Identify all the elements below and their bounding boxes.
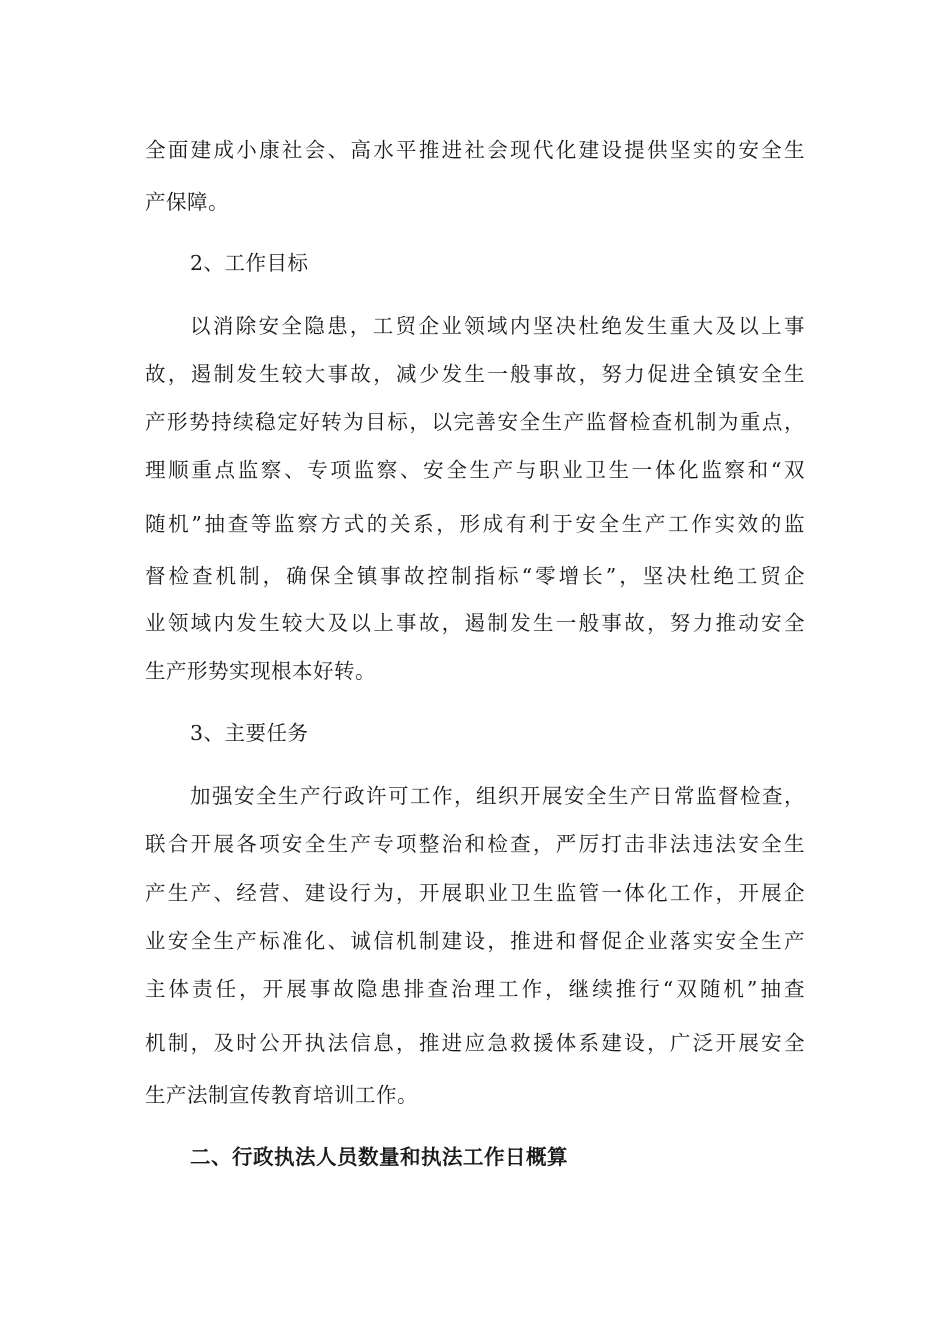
paragraph-line: 以消除安全隐患，工贸企业领域内坚决杜绝发生重大及以上事 — [190, 314, 805, 338]
paragraph-line: 主体责任，开展事故隐患排查治理工作，继续推行“双随机”抽查 — [145, 977, 805, 1001]
paragraph-line: 全面建成小康社会、高水平推进社会现代化建设提供坚实的安全生 — [145, 138, 805, 162]
paragraph-line: 随机”抽查等监察方式的关系，形成有利于安全生产工作实效的监 — [145, 512, 805, 536]
paragraph-line: 联合开展各项安全生产专项整治和检查，严厉打击非法违法安全生 — [145, 832, 805, 856]
paragraph-line: 机制，及时公开执法信息，推进应急救援体系建设，广泛开展安全 — [145, 1031, 805, 1055]
paragraph-line: 故，遏制发生较大事故，减少发生一般事故，努力促进全镇安全生 — [145, 362, 805, 386]
subheading-work-goals: 2、工作目标 — [190, 251, 309, 275]
paragraph-line: 生产形势实现根本好转。 — [145, 659, 376, 683]
paragraph-line: 产形势持续稳定好转为目标，以完善安全生产监督检查机制为重点， — [145, 410, 805, 434]
paragraph-line: 产保障。 — [145, 190, 229, 214]
paragraph-line: 理顺重点监察、专项监察、安全生产与职业卫生一体化监察和“双 — [145, 458, 805, 482]
paragraph-line: 产生产、经营、建设行为，开展职业卫生监管一体化工作，开展企 — [145, 881, 805, 905]
paragraph-line: 业安全生产标准化、诚信机制建设，推进和督促企业落实安全生产 — [145, 929, 805, 953]
paragraph-line: 生产法制宣传教育培训工作。 — [145, 1083, 418, 1107]
paragraph-line: 业领域内发生较大及以上事故，遏制发生一般事故，努力推动安全 — [145, 611, 805, 635]
paragraph-line: 加强安全生产行政许可工作，组织开展安全生产日常监督检查， — [190, 784, 805, 808]
section-heading: 二、行政执法人员数量和执法工作日概算 — [190, 1145, 568, 1169]
subheading-main-tasks: 3、主要任务 — [190, 721, 309, 745]
paragraph-line: 督检查机制，确保全镇事故控制指标“零增长”，坚决杜绝工贸企 — [145, 564, 805, 588]
